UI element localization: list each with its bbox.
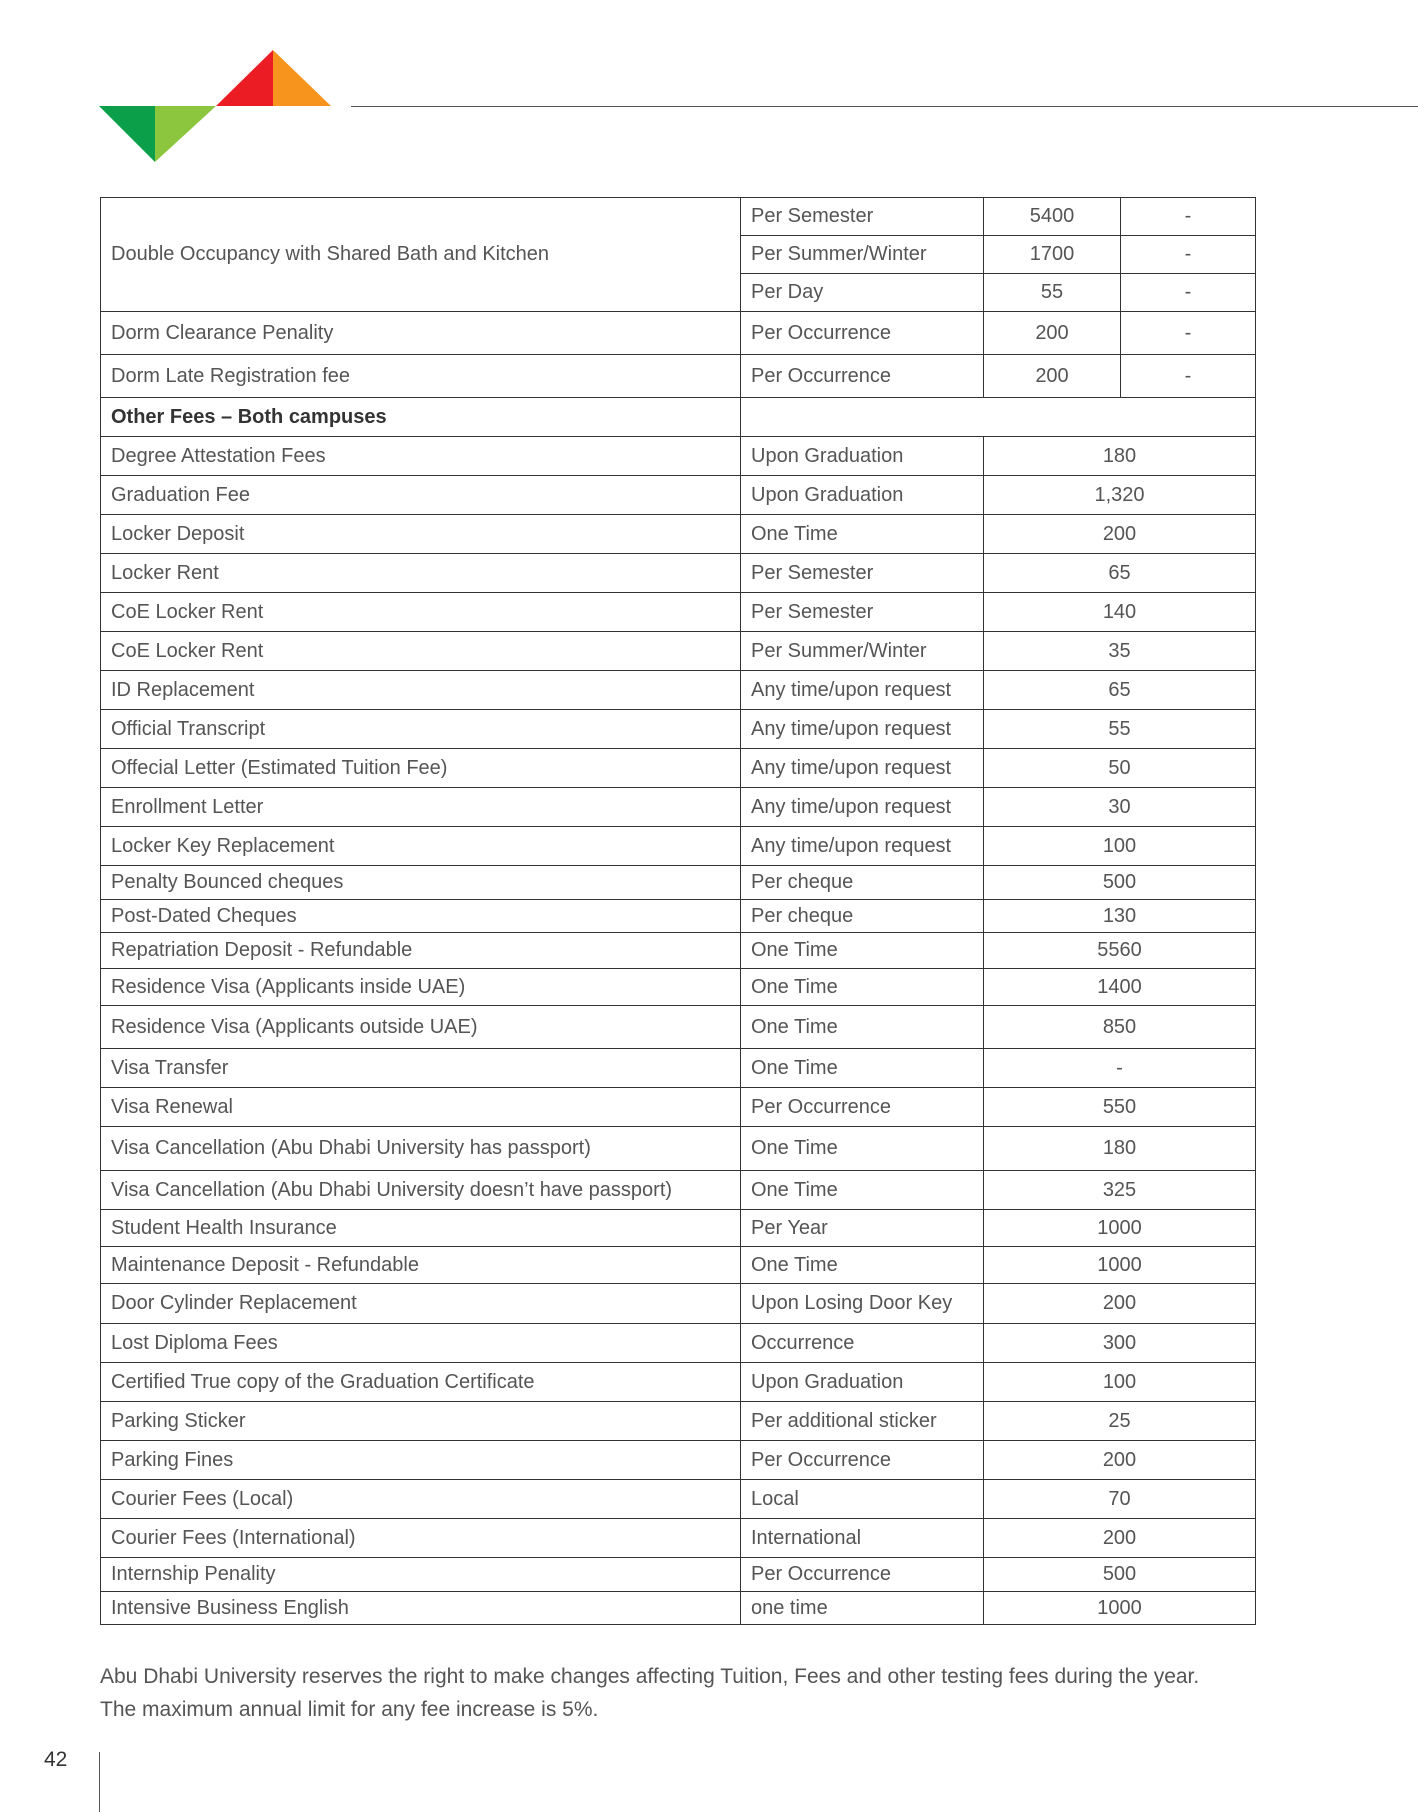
- fee-amount: 200: [984, 1441, 1256, 1480]
- table-row: [101, 1088, 1256, 1127]
- table-row: [101, 749, 1256, 788]
- fee-period: Any time/upon request: [741, 710, 984, 749]
- fee-period: Upon Graduation: [741, 1363, 984, 1402]
- table-row: [101, 1006, 1256, 1049]
- fee-period: Any time/upon request: [741, 749, 984, 788]
- table-row: [101, 1127, 1256, 1171]
- table-row: [101, 1363, 1256, 1402]
- fee-note: [100, 1660, 1300, 1726]
- fee-amount: 1700: [984, 236, 1121, 274]
- fee-period: Upon Graduation: [741, 437, 984, 476]
- table-row: [101, 1247, 1256, 1284]
- fee-label: Locker Key Replacement: [101, 827, 741, 866]
- table-row: [101, 827, 1256, 866]
- fee-amount: 5400: [984, 198, 1121, 236]
- table-row: [101, 312, 1256, 355]
- fee-label: Double Occupancy with Shared Bath and Kitchen: [101, 198, 741, 312]
- fee-amount: 850: [984, 1006, 1256, 1049]
- logo-red-triangle: [216, 50, 273, 106]
- fee-amount: 180: [984, 1127, 1256, 1171]
- fee-period: Any time/upon request: [741, 788, 984, 827]
- fee-label: Post-Dated Cheques: [101, 900, 741, 933]
- table-row: [101, 593, 1256, 632]
- fee-period: Per Day: [741, 274, 984, 312]
- logo-green-triangle: [99, 106, 155, 162]
- fee-label: Degree Attestation Fees: [101, 437, 741, 476]
- fee-label: CoE Locker Rent: [101, 593, 741, 632]
- fee-period: Per Occurrence: [741, 1441, 984, 1480]
- fee-amount: 70: [984, 1480, 1256, 1519]
- fee-amount: 200: [984, 515, 1256, 554]
- fee-label: Visa Cancellation (Abu Dhabi University has passport): [101, 1127, 741, 1171]
- fee-label: Courier Fees (International): [101, 1519, 741, 1558]
- fee-period: Per Semester: [741, 198, 984, 236]
- fee-amount: 500: [984, 866, 1256, 900]
- section-header-row: [101, 398, 1256, 437]
- table-row: [101, 476, 1256, 515]
- fee-amount: 65: [984, 554, 1256, 593]
- table-row: [101, 710, 1256, 749]
- fee-amount: 200: [984, 312, 1121, 355]
- fee-period: Per Semester: [741, 593, 984, 632]
- fee-period: One Time: [741, 1171, 984, 1210]
- fee-period: One Time: [741, 1006, 984, 1049]
- table-row: [101, 788, 1256, 827]
- fee-period: Per additional sticker: [741, 1402, 984, 1441]
- fee-period: Upon Losing Door Key: [741, 1284, 984, 1324]
- fee-label: Parking Fines: [101, 1441, 741, 1480]
- table-row: [101, 671, 1256, 710]
- fee-label: Graduation Fee: [101, 476, 741, 515]
- section-empty-cell: [741, 398, 1256, 437]
- fee-label: Door Cylinder Replacement: [101, 1284, 741, 1324]
- fee-amount: 180: [984, 437, 1256, 476]
- logo-lightgreen-triangle: [155, 106, 216, 162]
- table-row: [101, 554, 1256, 593]
- fee-period: Per Occurrence: [741, 1558, 984, 1592]
- fee-period: Occurrence: [741, 1324, 984, 1363]
- note-line: Abu Dhabi University reserves the right to make changes affecting Tuition, Fees and other testing fees during the year.: [100, 1665, 1200, 1688]
- fee-amount: 300: [984, 1324, 1256, 1363]
- fee-label: Residence Visa (Applicants inside UAE): [101, 969, 741, 1006]
- table-row: [101, 1049, 1256, 1088]
- fee-amount: 1000: [984, 1210, 1256, 1247]
- fee-amount: 1000: [984, 1247, 1256, 1284]
- fee-extra: -: [1121, 312, 1256, 355]
- fee-label: CoE Locker Rent: [101, 632, 741, 671]
- table-row: [101, 866, 1256, 900]
- table-row: [101, 198, 1256, 236]
- fee-label: Locker Deposit: [101, 515, 741, 554]
- footer-rule: [99, 1752, 100, 1812]
- fee-amount: 200: [984, 1284, 1256, 1324]
- fee-extra: -: [1121, 355, 1256, 398]
- fee-amount: 100: [984, 1363, 1256, 1402]
- fee-amount: 25: [984, 1402, 1256, 1441]
- table-row: [101, 1441, 1256, 1480]
- table-row: [101, 1592, 1256, 1625]
- fee-amount: 65: [984, 671, 1256, 710]
- fee-label: Official Transcript: [101, 710, 741, 749]
- table-row: [101, 1171, 1256, 1210]
- fee-label: ID Replacement: [101, 671, 741, 710]
- fee-amount: 325: [984, 1171, 1256, 1210]
- fee-label: Dorm Clearance Penality: [101, 312, 741, 355]
- page-number: 42: [44, 1748, 68, 1771]
- table-row: [101, 437, 1256, 476]
- fee-extra: -: [1121, 198, 1256, 236]
- fee-period: One Time: [741, 1049, 984, 1088]
- fee-amount: 1000: [984, 1592, 1256, 1625]
- fee-label: Visa Renewal: [101, 1088, 741, 1127]
- fee-period: Per Occurrence: [741, 312, 984, 355]
- fee-amount: 130: [984, 900, 1256, 933]
- table-row: [101, 515, 1256, 554]
- table-row: [101, 355, 1256, 398]
- section-title: Other Fees – Both campuses: [101, 398, 741, 437]
- fee-period: Per Occurrence: [741, 355, 984, 398]
- fee-label: Dorm Late Registration fee: [101, 355, 741, 398]
- fee-period: One Time: [741, 1127, 984, 1171]
- fee-extra: -: [1121, 274, 1256, 312]
- fee-amount: 30: [984, 788, 1256, 827]
- fee-amount: -: [984, 1049, 1256, 1088]
- fee-period: One Time: [741, 515, 984, 554]
- fee-label: Visa Transfer: [101, 1049, 741, 1088]
- fee-period: Per Occurrence: [741, 1088, 984, 1127]
- fee-amount: 55: [984, 274, 1121, 312]
- fee-amount: 550: [984, 1088, 1256, 1127]
- table-row: [101, 900, 1256, 933]
- table-row: [101, 1284, 1256, 1324]
- fee-period: One Time: [741, 969, 984, 1006]
- table-row: [101, 933, 1256, 969]
- fee-amount: 35: [984, 632, 1256, 671]
- table-row: [101, 1402, 1256, 1441]
- table-row: [101, 1558, 1256, 1592]
- fee-amount: 5560: [984, 933, 1256, 969]
- fee-period: Any time/upon request: [741, 671, 984, 710]
- fee-label: Certified True copy of the Graduation Certificate: [101, 1363, 741, 1402]
- fee-period: Any time/upon request: [741, 827, 984, 866]
- fee-extra: -: [1121, 236, 1256, 274]
- fee-label: Courier Fees (Local): [101, 1480, 741, 1519]
- fee-label: Parking Sticker: [101, 1402, 741, 1441]
- table-row: [101, 969, 1256, 1006]
- fee-period: One Time: [741, 933, 984, 969]
- fee-amount: 1400: [984, 969, 1256, 1006]
- fee-label: Student Health Insurance: [101, 1210, 741, 1247]
- header-rule: [351, 106, 1418, 107]
- fee-label: Penalty Bounced cheques: [101, 866, 741, 900]
- fee-label: Repatriation Deposit - Refundable: [101, 933, 741, 969]
- fee-amount: 140: [984, 593, 1256, 632]
- university-logo-icon: [99, 50, 335, 162]
- fee-period: Per Semester: [741, 554, 984, 593]
- fee-period: Per Summer/Winter: [741, 236, 984, 274]
- fee-period: Per cheque: [741, 900, 984, 933]
- table-row: [101, 1324, 1256, 1363]
- fee-label: Visa Cancellation (Abu Dhabi University doesn’t have passport): [101, 1171, 741, 1210]
- fee-amount: 1,320: [984, 476, 1256, 515]
- fee-label: Internship Penality: [101, 1558, 741, 1592]
- fees-table: [100, 197, 1256, 1625]
- fee-label: Lost Diploma Fees: [101, 1324, 741, 1363]
- fee-period: Per cheque: [741, 866, 984, 900]
- fee-period: International: [741, 1519, 984, 1558]
- fee-period: Local: [741, 1480, 984, 1519]
- logo-orange-triangle: [273, 50, 331, 106]
- fee-amount: 50: [984, 749, 1256, 788]
- fee-period: Per Year: [741, 1210, 984, 1247]
- fee-amount: 55: [984, 710, 1256, 749]
- fee-label: Offecial Letter (Estimated Tuition Fee): [101, 749, 741, 788]
- table-row: [101, 1210, 1256, 1247]
- fee-label: Intensive Business English: [101, 1592, 741, 1625]
- fee-amount: 500: [984, 1558, 1256, 1592]
- note-line: The maximum annual limit for any fee increase is 5%.: [100, 1698, 599, 1721]
- other-fees-body: [101, 437, 1256, 1625]
- fee-period: Upon Graduation: [741, 476, 984, 515]
- table-row: [101, 1519, 1256, 1558]
- fee-label: Residence Visa (Applicants outside UAE): [101, 1006, 741, 1049]
- fee-amount: 100: [984, 827, 1256, 866]
- fee-period: One Time: [741, 1247, 984, 1284]
- fee-amount: 200: [984, 355, 1121, 398]
- table-row: [101, 1480, 1256, 1519]
- fee-amount: 200: [984, 1519, 1256, 1558]
- fee-label: Maintenance Deposit - Refundable: [101, 1247, 741, 1284]
- table-row: [101, 632, 1256, 671]
- fee-period: Per Summer/Winter: [741, 632, 984, 671]
- fee-label: Enrollment Letter: [101, 788, 741, 827]
- fee-label: Locker Rent: [101, 554, 741, 593]
- fee-period: one time: [741, 1592, 984, 1625]
